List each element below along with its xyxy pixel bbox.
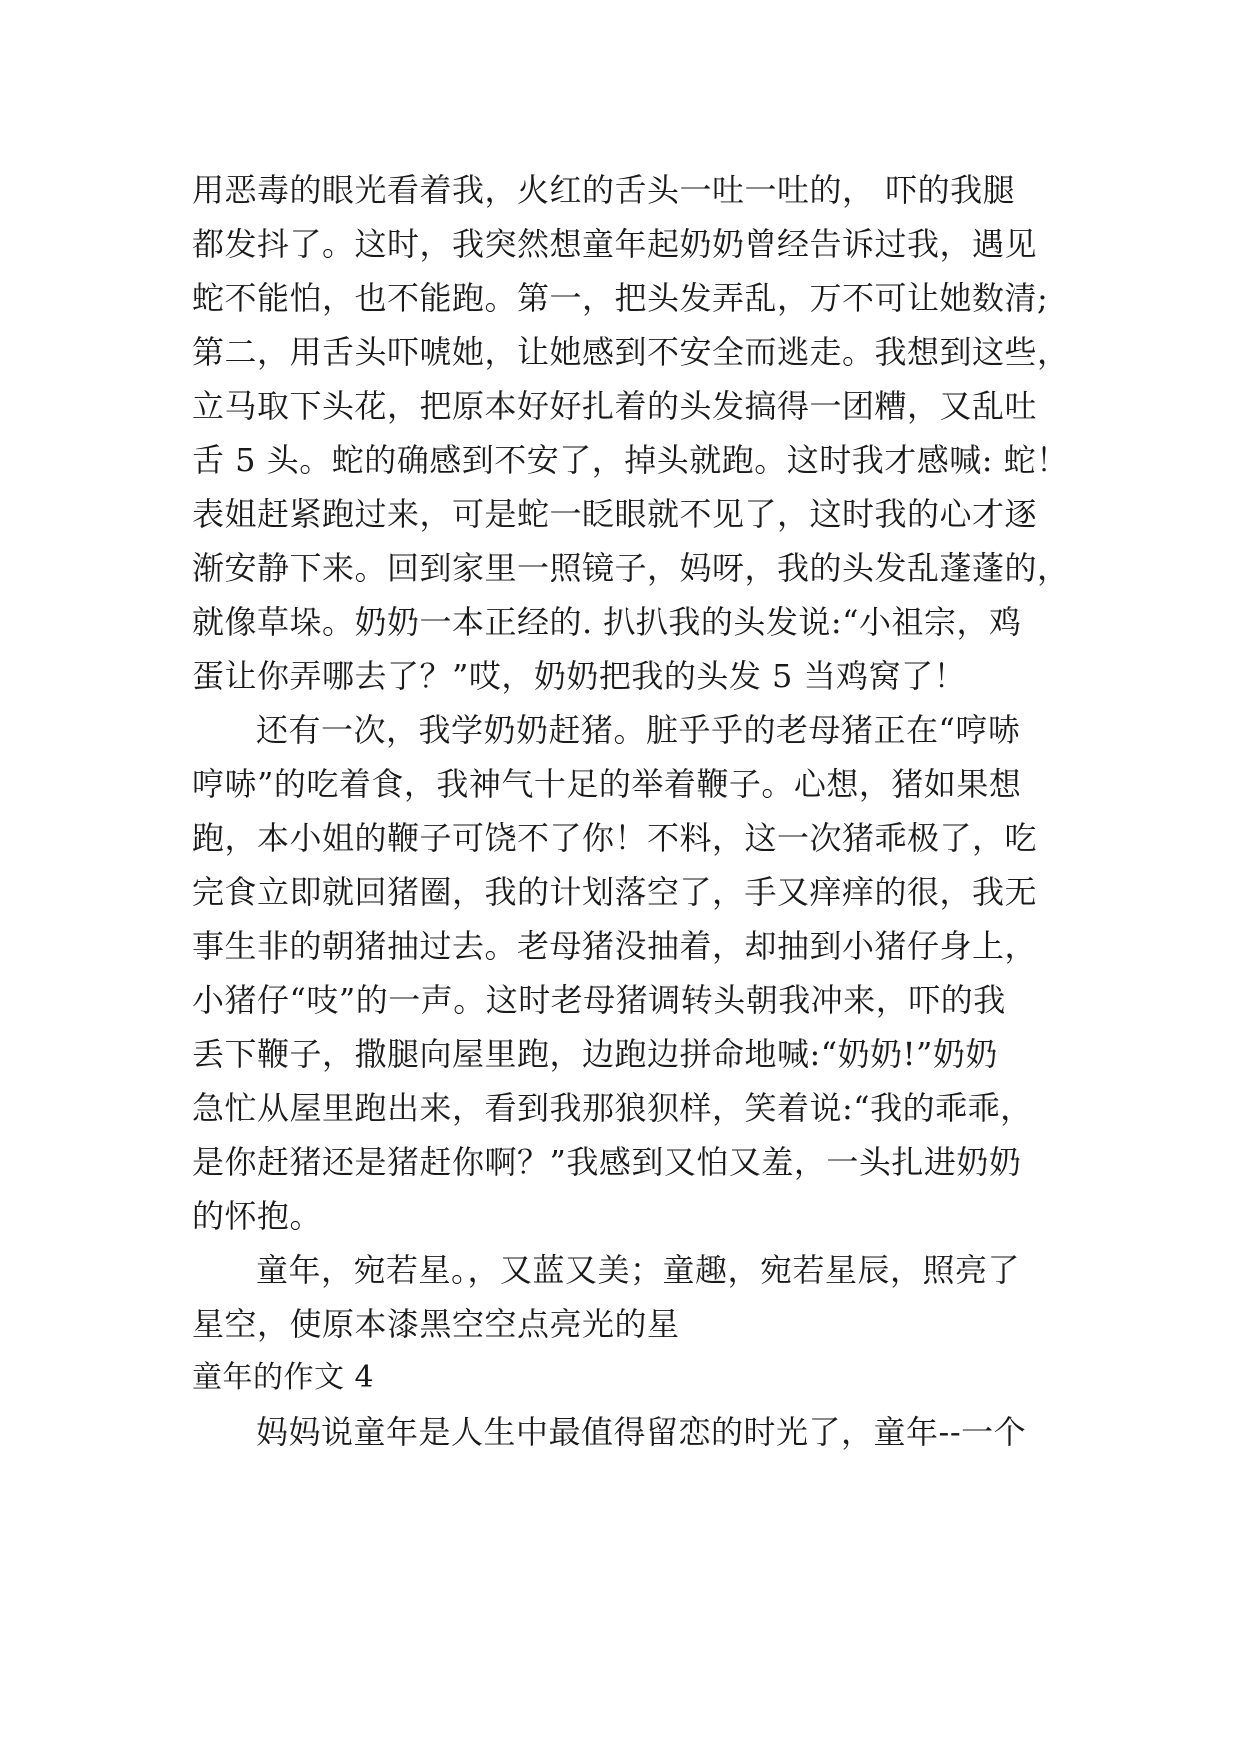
text-line: 是你赶猪还是猪赶你啊？”我感到又怕又羞，一头扎进奶奶 [192, 1143, 1022, 1181]
text-line: 事生非的朝猪抽过去。老母猪没抽着，却抽到小猪仔身上， [192, 927, 1038, 965]
section-heading: 童年的作文 4 [192, 1360, 375, 1395]
text-line: 舌 5 头。蛇的确感到不安了，掉头就跑。这时我才感喊: 蛇！ [192, 441, 1069, 479]
text-line: 跑，本小姐的鞭子可饶不了你！不料，这一次猪乖极了，吃 [192, 819, 1038, 857]
text-line: 丢下鞭子，撒腿向屋里跑，边跑边拼命地喊:“奶奶!”奶奶 [192, 1035, 998, 1073]
text-line: 表姐赶紧跑过来，可是蛇一眨眼就不见了，这时我的心才逐 [192, 495, 1038, 533]
text-line: 用恶毒的眼光看着我，火红的舌头一吐一吐的， 吓的我腿 [192, 171, 1016, 209]
text-line: 第二，用舌头吓唬她，让她感到不安全而逃走。我想到这些， [192, 333, 1070, 371]
paragraph-start-line: 还有一次，我学奶奶赶猪。脏乎乎的老母猪正在“哼哧 [256, 711, 1021, 749]
text-line: 蛋让你弄哪去了？”哎，奶奶把我的头发 5 当鸡窝了！ [192, 657, 967, 695]
text-line: 急忙从屋里跑出来，看到我那狼狈样，笑着说:“我的乖乖， [192, 1089, 1033, 1127]
text-line: 就像草垛。奶奶一本正经的. 扒扒我的头发说:“小祖宗，鸡 [192, 603, 1022, 641]
text-line: 完食立即就回猪圈，我的计划落空了，手又痒痒的很，我无 [192, 873, 1038, 911]
text-line: 立马取下头花，把原本好好扎着的头发搞得一团糟，又乱吐 [192, 387, 1038, 425]
text-line: 都发抖了。这时，我突然想童年起奶奶曾经告诉过我，遇见 [192, 225, 1038, 263]
text-line: 蛇不能怕，也不能跑。第一，把头发弄乱，万不可让她数清; [192, 279, 1049, 317]
paragraph-start-line: 妈妈说童年是人生中最值得留恋的时光了，童年--一个 [256, 1413, 1027, 1451]
text-line: 渐安静下来。回到家里一照镜子，妈呀，我的头发乱蓬蓬的， [192, 549, 1070, 587]
text-line: 星空，使原本漆黑空空点亮光的星 [192, 1305, 680, 1343]
text-line: 的怀抱。 [192, 1197, 323, 1235]
paragraph-start-line: 童年，宛若星。，又蓝又美；童趣，宛若星辰，照亮了 [256, 1251, 1021, 1289]
text-line: 哼哧”的吃着食，我神气十足的举着鞭子。心想，猪如果想 [192, 765, 1022, 803]
text-line: 小猪仔“吱”的一声。这时老母猪调转头朝我冲来，吓的我 [192, 981, 1006, 1019]
